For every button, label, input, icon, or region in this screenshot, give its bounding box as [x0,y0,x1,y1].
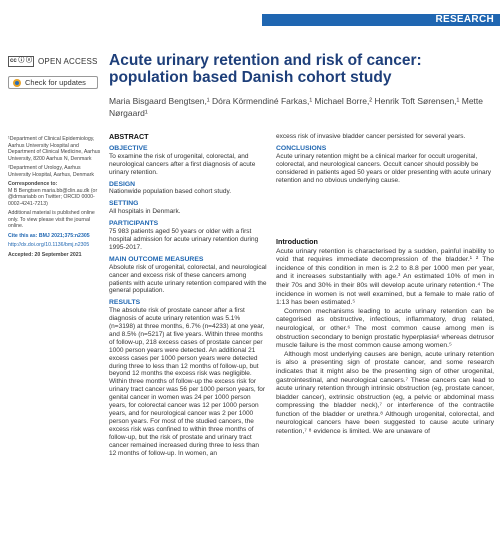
top-banner [0,0,500,26]
check-for-updates-button[interactable] [8,76,98,89]
outcome-text: Absolute risk of urogenital, colorectal, and neurological cancer and excess risk of these cancers among patients with acute urinary retention compared with the general population. [109,263,267,295]
results-text: The absolute risk of prostate cancer after a first diagnosis of acute urinary retention was 5.1% (n=3198) at three months, 6.7% (n=4233) at one year, and 8.5% (n=5217) at five years. Within three months of follow-up, 218 excess cases of prostate cancer per 1000 person years were detected. An additional 21 excess cases per 1000 person years were detected during three to less than 12 months of follow-up, but beyond 12 months the excess risk was negligible. Within three months of follow-up the excess risk for urinary tract cancer was 56 per 1000 person years, for genital cancer in women was 24 per 1000 person years, for colorectal cancer was 12 per 1000 person years, and for neurological cancer was 2 per 1000 person years. For most of the studied cancers, the excess risk was confined to within three months of follow-up, but the risk of prostate and urinary tract cancer remained increased during three to less than 12 months of follow-up. In women, an [109,307,266,457]
objective-heading: OBJECTIVE [109,144,148,152]
setting-text: All hospitals in Denmark. [109,208,181,216]
creative-commons-icon: cc ⓘ ⓢ [8,56,34,67]
correspondence-details[interactable]: M B Bengtsen maria.bb@clin.au.dk (or @drmariabb on Twitter; ORCID 0000-0002-4241-7213) [8,187,98,207]
intro-paragraph-1: Acute urinary retention is characterised by a sudden, painful inability to void that requires immediate decompression of the bladder.¹ ² The incidence of this condition in men is 2.2 to 8.8 per 1000 men per year, and it increases substantially with age.³ An estimated 10% of men in their 70s and 30% in their 80s will develop acute urinary retention.⁴ The incidence in women is not well examined, but a female to male ratio of 1:13 has been estimated.⁵ [276,247,494,307]
article-sidebar [8,136,102,261]
objective-text: To examine the risk of urogenital, colorectal, and neurological cancers after a first diagnosis of acute urinary retention. [109,152,256,176]
results-heading: RESULTS [109,299,141,307]
accepted-date: Accepted: 20 September 2021 [8,251,82,258]
results-continuation: excess risk of invasive bladder cancer persisted for several years. [276,133,466,140]
section-label: RESEARCH [435,14,494,25]
author-list: Maria Bisgaard Bengtsen,¹ Dóra Körmendiné Farkas,¹ Michael Borre,² Henrik Toft Sørensen,¹ Mette Nørgaard¹ [109,96,483,118]
open-access-label: OPEN ACCESS [38,57,98,66]
design-text: Nationwide population based cohort study. [109,188,232,196]
doi-link[interactable]: http://dx.doi.org/10.1136/bmj.n2305 [8,242,90,248]
affiliation-2: ²Department of Urology, Aarhus University Hospital, Aarhus, Denmark [8,165,94,178]
setting-heading: SETTING [109,200,139,208]
additional-material-note: Additional material is published online only. To view please visit the journal online. [8,210,95,229]
design-heading: DESIGN [109,180,136,188]
participants-text: 75 983 patients aged 50 years or older with a first hospital admission for acute urinary retention during 1995-2017. [109,228,259,251]
introduction-heading: Introduction [276,237,318,246]
abstract-column [109,133,267,457]
check-for-updates-label: Check for updates [25,78,86,87]
intro-paragraph-3: Although most underlying causes are benign, acute urinary retention is also a presenting sign of prostate cancer, and some research indicates that it might also be the presenting sign of other urogenital, gastrointestinal, and neurological cancers.⁷ These cancers can lead to acute urinary retention through intrinsic obstruction (eg, prostate cancer, bladder cancer), extrinsic obstruction (eg, a pelvic or abdominal mass compressing the bladder neck),⁷ or interference of the contractile function of the bladder or urethra.⁸ Although urogenital, colorectal, and neurological cancers have been suggested to cause acute urinary retention,⁷ ⁸ evidence is limited. We are unaware of [276,350,494,436]
correspondence-heading: Correspondence to: [8,181,58,187]
citation: Cite this as: BMJ 2021;375:n2305 [8,232,90,239]
open-access-badge [8,56,98,67]
abstract-heading: ABSTRACT [109,132,149,141]
crossmark-icon [13,79,21,87]
introduction-section [276,238,494,437]
outcome-heading: MAIN OUTCOME MEASURES [109,255,204,263]
abstract-continuation [276,133,494,184]
article-title: Acute urinary retention and risk of cancer: population based Danish cohort study [109,52,422,86]
affiliation-1: ¹Department of Clinical Epidemiology, Aarhus University Hospital and Department of Clinical Medicine, Aarhus University, 8200 Aarhus N, Denmark [8,136,101,162]
conclusions-text: Acute urinary retention might be a clinical marker for occult urogenital, colorectal, and neurological cancers. Occult cancer should possibly be considered in patients aged 50 years or older presenting with acute urinary retention and no obvious underlying cause. [276,152,491,184]
conclusions-heading: CONCLUSIONS [276,144,327,152]
participants-heading: PARTICIPANTS [109,220,159,228]
intro-paragraph-2: Common mechanisms leading to acute urinary retention can be categorised as obstructive, infectious, inflammatory, drug related, neurological, or other.⁶ The most common cause among men is obstruction secondary to benign prostatic hyperplasia⁶ whereas detrusor muscle failure is the most common cause among women.⁵ [276,307,494,350]
